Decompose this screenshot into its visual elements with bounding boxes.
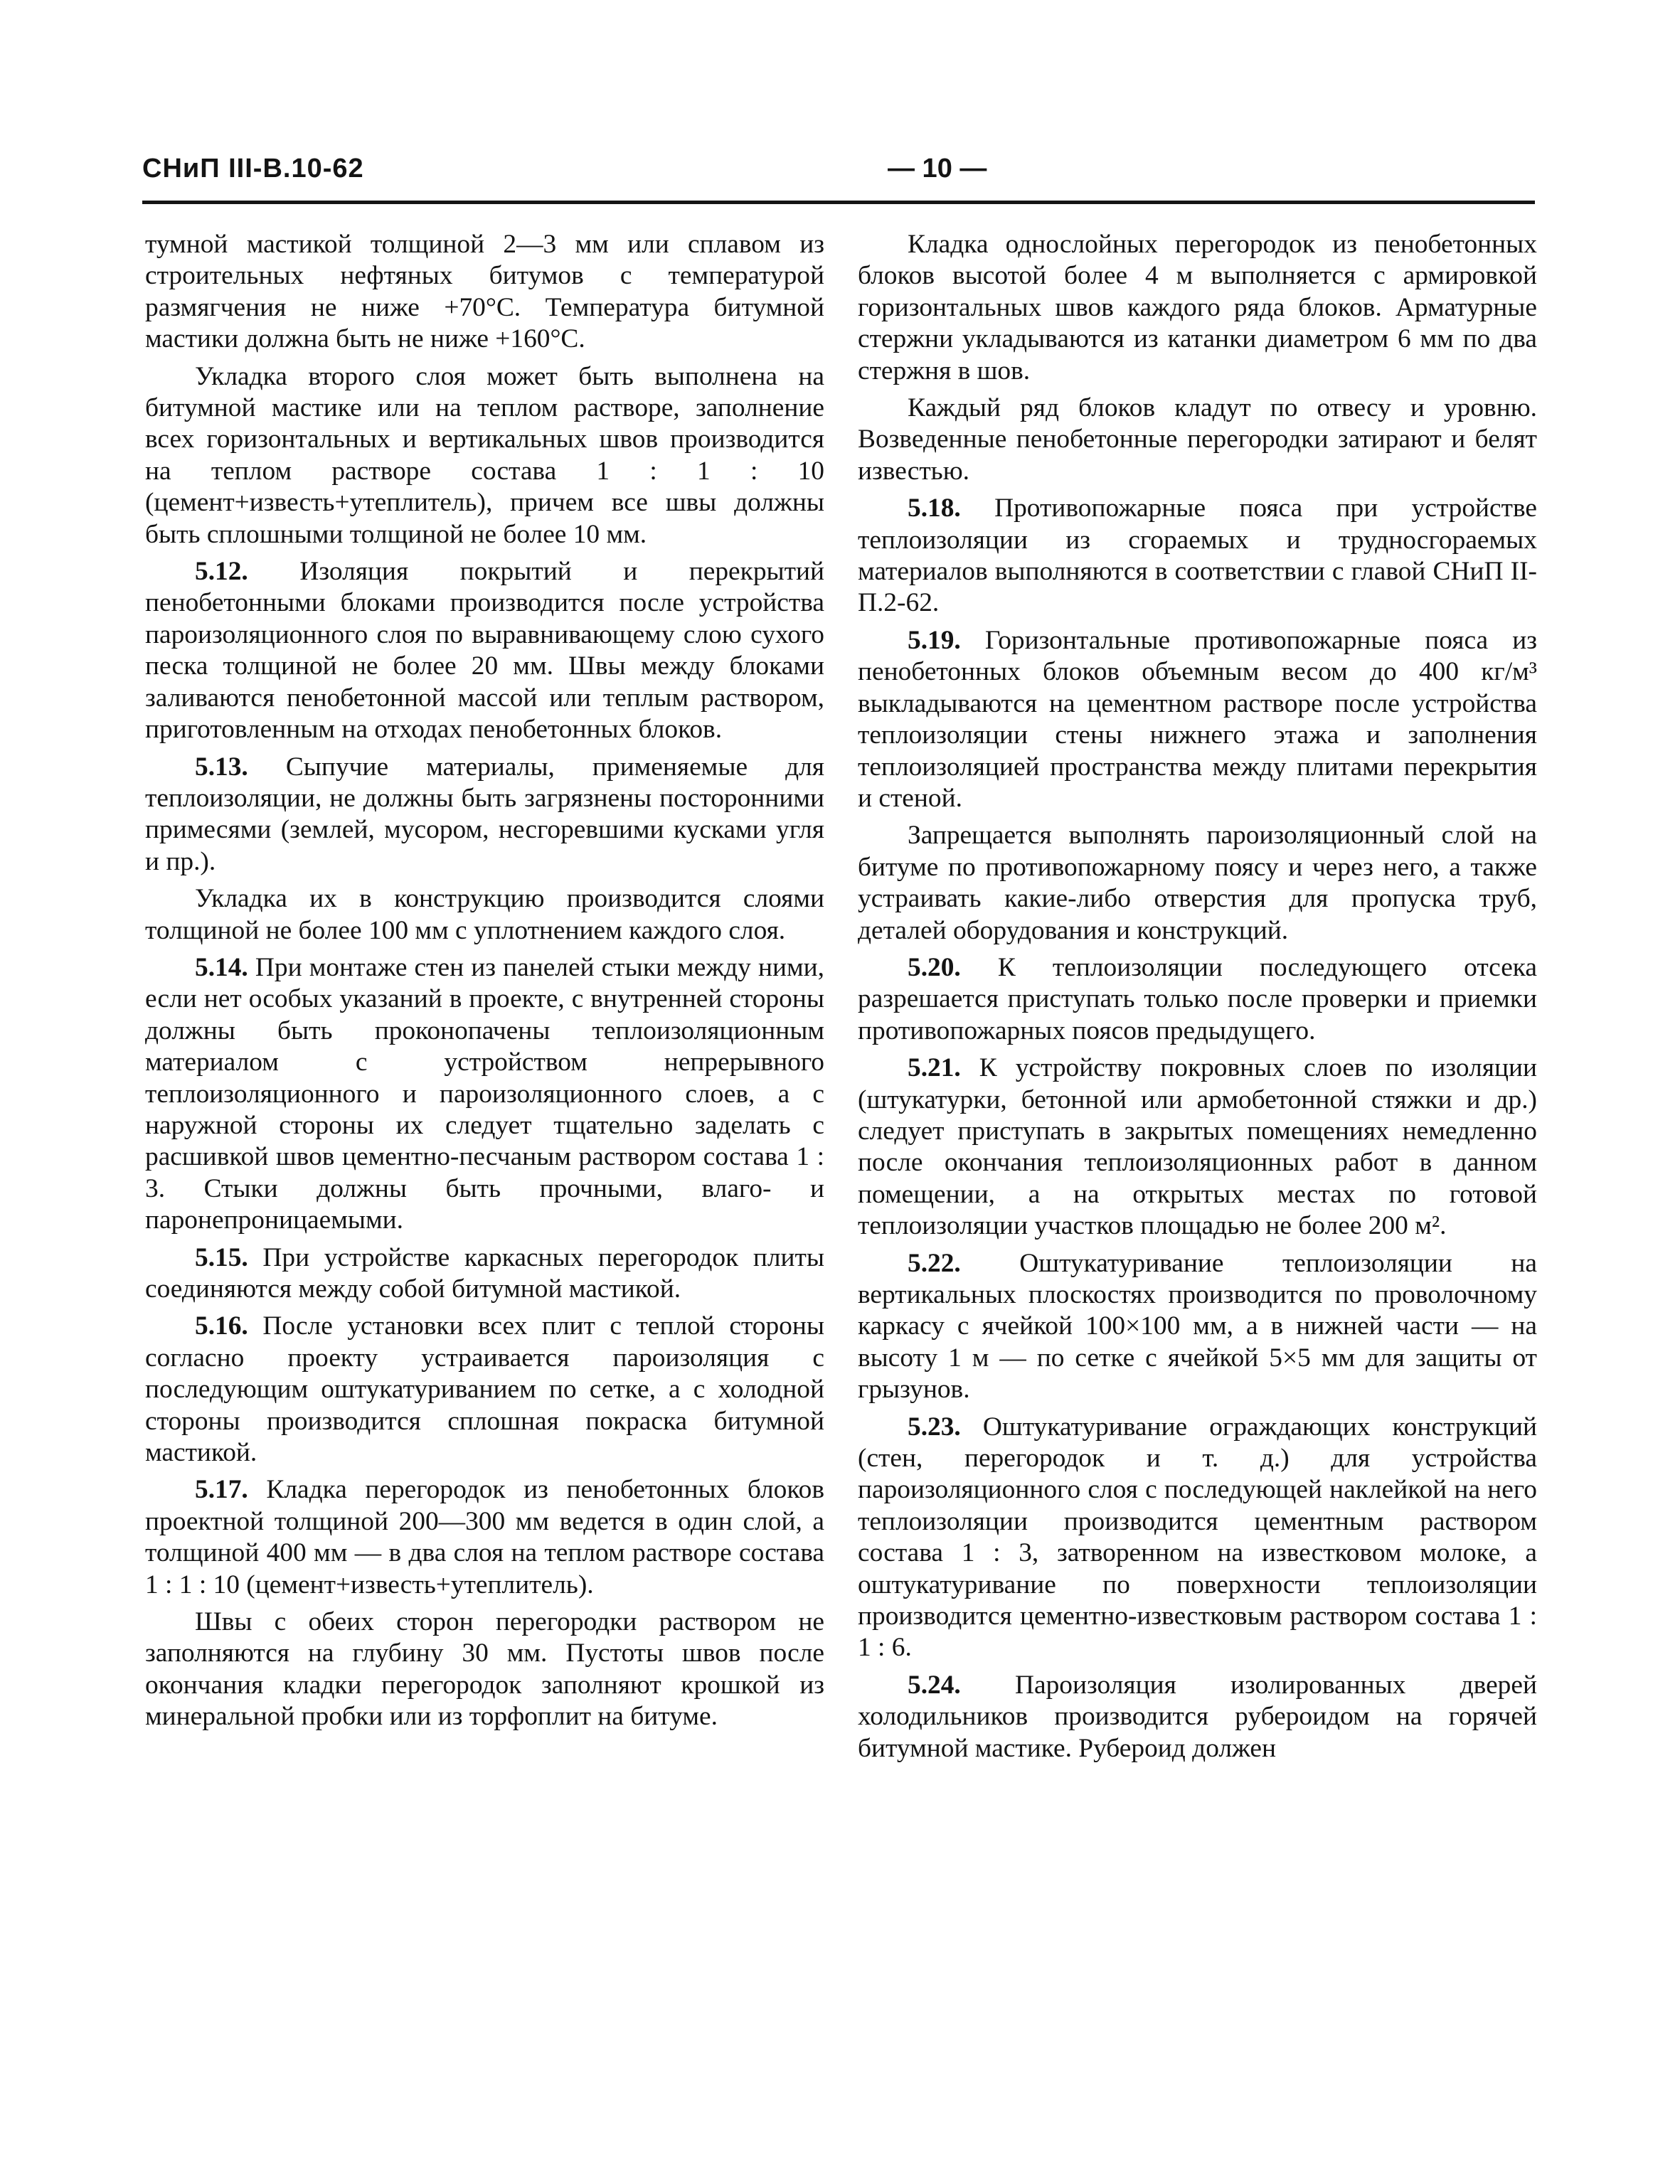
section-5-21 — [858, 1053, 1537, 1242]
paragraph-text: Укладка второго слоя может быть выполнена на битумной мастике или на теплом растворе, заполнение всех горизонтальных и вертикальных швов производится на теплом растворе состава 1 : 1 : 10 (цемент+известь+утеплитель), причем все швы должны быть сплошными толщиной не более 10 мм. — [145, 361, 824, 549]
paragraph-text: Сыпучие материалы, применяемые для теплоизоляции, не должны быть загрязнены посторонними примесями (землей, мусором, несгоревшими кусками угля и пр.). — [145, 752, 824, 876]
paragraph — [858, 229, 1537, 387]
paragraph-text: Пароизоляция изолированных дверей холодильников производится рубероидом на горячей битумной мастике. Рубероид должен — [858, 1670, 1537, 1763]
section-5-19 — [858, 625, 1537, 814]
section-5-15 — [145, 1242, 824, 1306]
right-column — [858, 229, 1537, 1971]
page-number: — 10 — — [888, 154, 987, 183]
section-5-13 — [145, 752, 824, 878]
section-number: 5.23. — [908, 1412, 961, 1442]
paragraph-text: После установки всех плит с теплой стороны согласно проекту устраивается пароизоляция с последующим оштукатуриванием по сетке, а с холодной стороны производится сплошная покраска битумной мастикой. — [145, 1311, 824, 1468]
section-5-17 — [145, 1474, 824, 1601]
section-number: 5.16. — [195, 1311, 248, 1341]
section-number: 5.12. — [195, 557, 248, 587]
section-5-22 — [858, 1248, 1537, 1406]
section-5-16 — [145, 1311, 824, 1469]
paragraph — [145, 229, 824, 356]
paragraph-text: Оштукатуривание ограждающих конструкций (стен, перегородок и т. д.) для устройства пароизоляционного слоя с последующей наклейкой на него теплоизоляции производится цементным раствором состава 1 : 3, затворенном на известковом молоке, а оштукатуривание по поверхности теплоизоляции производится цементно-известковым раствором состава 1 : 1 : 6. — [858, 1412, 1537, 1663]
section-number: 5.17. — [195, 1475, 248, 1505]
left-column — [145, 229, 824, 1971]
paragraph-text: тумной мастикой толщиной 2—3 мм или сплавом из строительных нефтяных битумов с температурой размягчения не ниже +70°С. Температура битумной мастики должна быть не ниже +160°С. — [145, 230, 824, 354]
paragraph — [858, 820, 1537, 947]
page-header — [142, 154, 1536, 203]
paragraph-text: Кладка однослойных перегородок из пенобетонных блоков высотой более 4 м выполняется с армировкой горизонтальных швов каждого ряда блоков. Арматурные стержни укладываются из катанки диаметром 6 мм по два стержня в шов. — [858, 230, 1537, 385]
paragraph — [145, 1607, 824, 1733]
paragraph-text: Запрещается выполнять пароизоляционный слой на битуме по противопожарному поясу и через него, а также устраивать какие-либо отверстия для пропуска труб, деталей оборудования и конструкций. — [858, 821, 1537, 945]
paragraph-text: Укладка их в конструкцию производится слоями толщиной не более 100 мм с уплотнением каждого слоя. — [145, 884, 824, 945]
section-5-24 — [858, 1670, 1537, 1764]
section-number: 5.18. — [908, 494, 961, 523]
paragraph-text: Оштукатуривание теплоизоляции на вертикальных плоскостях производится по проволочному каркасу с ячейкой 100×100 мм, а в нижней части — на высоту 1 м — по сетке с ячейкой 5×5 мм для защиты от грызунов. — [858, 1248, 1537, 1405]
paragraph — [858, 393, 1537, 487]
section-5-18 — [858, 493, 1537, 619]
paragraph-text: При монтаже стен из панелей стыки между ними, если нет особых указаний в проекте, с внутренней стороны должны быть проконопачены теплоизоляционным материалом с устройством непрерывного теплоизоляционного и пароизоляционного слоев, а с наружной стороны их следует тщательно заделать с расшивкой швов цементно-песчаным раствором состава 1 : 3. Стыки должны быть прочными, влаго- и паронепроницаемыми. — [145, 952, 824, 1235]
paragraph-text: Кладка перегородок из пенобетонных блоков проектной толщиной 200—300 мм ведется в один слой, а толщиной 400 мм — в два слоя на теплом растворе состава 1 : 1 : 10 (цемент+известь+утеплитель). — [145, 1475, 824, 1599]
paragraph-text: К теплоизоляции последующего отсека разрешается приступать только после проверки и приемки противопожарных поясов предыдущего. — [858, 952, 1537, 1045]
paragraph — [145, 361, 824, 550]
section-number: 5.15. — [195, 1242, 248, 1272]
section-number: 5.19. — [908, 625, 961, 655]
section-number: 5.22. — [908, 1248, 961, 1278]
paragraph-text: Швы с обеих сторон перегородки раствором не заполняются на глубину 30 мм. Пустоты швов после окончания кладки перегородок заполняют крошкой из минеральной пробки или из торфоплит на битуме. — [145, 1607, 824, 1732]
section-5-12 — [145, 556, 824, 745]
section-number: 5.24. — [908, 1670, 961, 1700]
section-5-20 — [858, 952, 1537, 1047]
section-number: 5.21. — [908, 1053, 961, 1083]
paragraph-text: Противопожарные пояса при устройстве теплоизоляции из сгораемых и трудносгораемых материалов выполняются в соответствии с главой СНиП II-П.2-62. — [858, 494, 1537, 618]
paragraph-text: При устройстве каркасных перегородок плиты соединяются между собой битумной мастикой. — [145, 1242, 824, 1304]
section-number: 5.20. — [908, 952, 961, 982]
paragraph-text: Изоляция покрытий и перекрытий пенобетонными блоками производится после устройства пароизоляционного слоя по выравнивающему слою сухого песка толщиной не более 20 мм. Швы между блоками заливаются пенобетонной массой или теплым раствором, приготовленным на отходах пенобетонных блоков. — [145, 557, 824, 745]
section-number: 5.13. — [195, 752, 248, 782]
header-rule — [142, 201, 1535, 204]
section-number: 5.14. — [195, 952, 248, 982]
paragraph-text: К устройству покровных слоев по изоляции (штукатурки, бетонной или армобетонной стяжки и др.) следует приступать в закрытых помещениях немедленно после окончания теплоизоляционных работ в данном помещении, а на открытых местах по готовой теплоизоляции участков площадью не более 200 м². — [858, 1053, 1537, 1241]
paragraph — [145, 883, 824, 947]
paragraph-text: Каждый ряд блоков кладут по отвесу и уровню. Возведенные пенобетонные перегородки затирают и белят известью. — [858, 393, 1537, 486]
document-code: СНиП III-В.10-62 — [142, 154, 364, 183]
section-5-14 — [145, 952, 824, 1237]
section-5-23 — [858, 1412, 1537, 1664]
paragraph-text: Горизонтальные противопожарные пояса из пенобетонных блоков объемным весом до 400 кг/м³ выкладываются на цементном растворе после устройства теплоизоляции стены нижнего этажа и заполнения теплоизоляцией пространства между плитами перекрытия и стеной. — [858, 625, 1537, 813]
